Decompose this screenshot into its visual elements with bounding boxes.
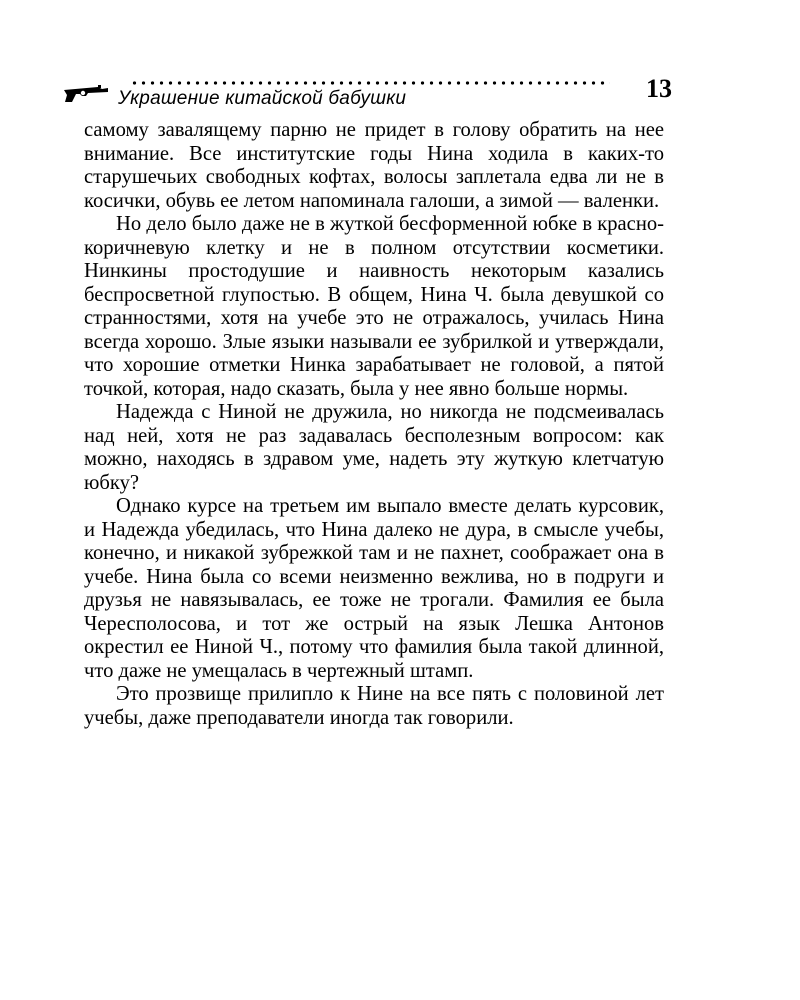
running-header [62,72,672,112]
paragraph: Однако курсе на третьем им выпало вместе делать курсовик, и Надежда убедилась, что Нина далеко не дура, в смысле учебы, конечно, и никакой зубрежкой там и не пахнет, соображает она в учебе. Нина была со всеми неизменно вежлива, но в подруги и друзья не навязывалась, ее тоже не трогали. Фамилия ее была Чересполосова, и тот же острый на язык Лешка Антонов окрестил ее Ниной Ч., потому что фамилия была такой длинной, что даже не умещалась в чертежный штамп. [84,495,664,682]
paragraph: Надежда с Ниной не дружила, но никогда не подсмеивалась над ней, хотя не раз задавалась бесполезным вопросом: как можно, находясь в здравом уме, надеть эту жуткую клетчатую юбку? [84,401,664,494]
running-title: Украшение китайской бабушки [118,88,407,109]
paragraph: Но дело было даже не в жуткой бесформенной юбке в красно-коричневую клетку и не в полном отсутствии косметики. Нинкины простодушие и наивность некоторым казались беспросветной глупостью. В общем, Нина Ч. была девушкой со странностями, хотя на учебе это не отражалось, училась Нина всегда хорошо. Злые языки называли ее зубрилкой и утверждали, что хорошие отметки Нинка зарабатывает не головой, а пятой точкой, которая, надо сказать, была у нее явно больше нормы. [84,213,664,400]
paragraph: самому завалящему парню не придет в голову обратить на нее внимание. Все институтские годы Нина ходила в каких-то старушечьих свободных кофтах, волосы заплетала едва ли не в косички, обувь ее летом напоминала галоши, а зимой — валенки. [84,119,664,212]
pistol-icon [62,80,110,104]
dotted-rule [130,80,610,86]
body-text [84,119,664,730]
paragraph: Это прозвище прилипло к Нине на все пять с половиной лет учебы, даже преподаватели иногда так говорили. [84,683,664,729]
page-number: 13 [646,74,672,103]
